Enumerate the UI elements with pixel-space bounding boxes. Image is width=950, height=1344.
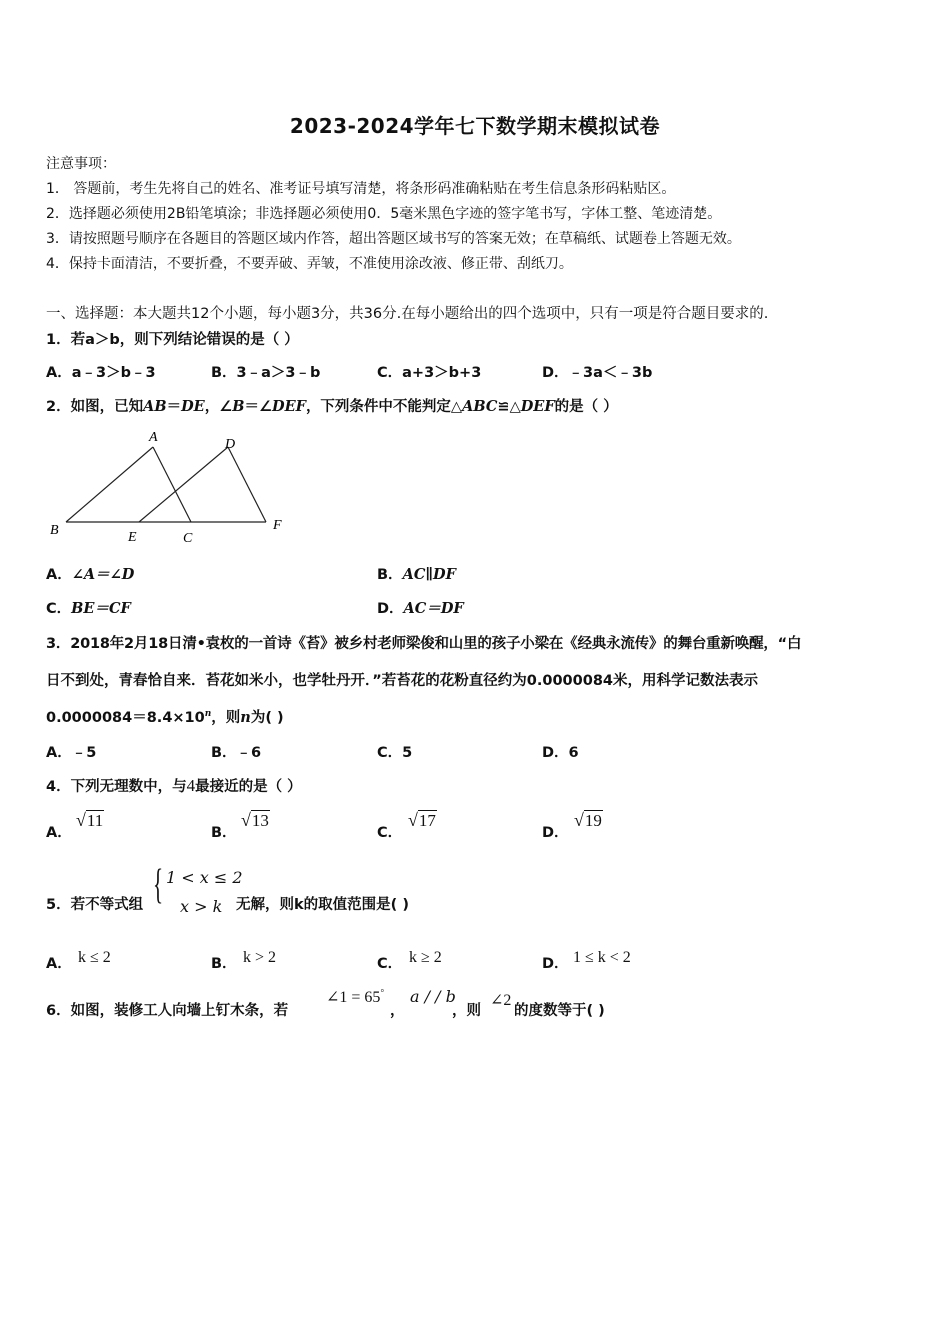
q2-eq1: ＝ <box>166 399 182 415</box>
q2-angle-b: B <box>232 398 245 415</box>
q2-option-d-label: D． <box>377 601 404 617</box>
q2-option-a-label: A． <box>46 567 72 583</box>
q6-stem-end: 的度数等于( ) <box>514 1003 605 1019</box>
q4-option-c-math <box>408 810 437 831</box>
q3-option-b: B．﹣6 <box>211 745 262 761</box>
q4-stem-pre: 4．下列无理数中，与 <box>46 779 187 795</box>
q2-option-c-text: BE＝CF <box>71 600 131 617</box>
q4-option-a-math <box>76 810 104 831</box>
q5-option-b-value: k > 2 <box>243 949 277 966</box>
q3-line-2: 日不到处，青春恰自来．苔花如米小，也学牡丹开．”若苔花的花粉直径约为0.0000084米，用科学记数法表示 <box>46 673 758 689</box>
page-title: 2023-2024学年七下数学期末模拟试卷 <box>289 114 661 138</box>
q2-c1: ，∠ <box>204 399 233 415</box>
q2-stem <box>46 395 618 416</box>
q3-exponent: n <box>204 709 212 720</box>
label-f: F <box>273 518 282 533</box>
q3-line-3 <box>46 706 284 727</box>
q5-stem-pre: 5．若不等式组 <box>46 897 144 913</box>
q1-option-a: A．a﹣3＞b﹣3 <box>46 365 156 381</box>
q3-option-a: A．﹣5 <box>46 745 97 761</box>
q2-option-d <box>377 597 464 618</box>
label-d: D <box>225 437 236 452</box>
q2-stem-end: 的是（ ） <box>554 399 618 415</box>
q5-option-d-value: 1 ≤ k < 2 <box>573 949 631 966</box>
q6-angle-1-text: ∠1 = 65 <box>326 989 381 1006</box>
notice-item-1: 1． 答题前，考生先将自己的姓名、准考证号填写清楚，将条形码准确粘贴在考生信息条形码粘贴区。 <box>46 181 676 197</box>
q4-option-a-label: A． <box>46 825 72 841</box>
q3-sci-notation: 0.0000084＝8.4×10 <box>46 710 205 726</box>
q5-stem-end: 无解，则k的取值范围是( ) <box>236 897 409 913</box>
q4-option-c-value: 17 <box>418 811 436 830</box>
q2-option-b-text: AC∥DF <box>402 566 456 583</box>
label-a: A <box>149 430 158 445</box>
q2-option-c <box>46 597 131 618</box>
q4-option-d-math <box>574 810 603 831</box>
q5-inequality-1 <box>166 868 243 888</box>
q6-comma: ， <box>390 1003 405 1019</box>
q3-n: n <box>240 709 251 726</box>
q6-angle-1 <box>326 987 384 1007</box>
q5-option-a-label: A． <box>46 956 72 972</box>
q4-option-b-label: B． <box>211 825 237 841</box>
q6-parallel-text: a / / b <box>410 987 456 1006</box>
q2-eq2: ＝∠ <box>244 399 273 415</box>
q6-comma-2: ，则 <box>452 1003 481 1019</box>
left-brace-icon: { <box>153 862 164 908</box>
q2-stem-pre: 2．如图，已知 <box>46 399 144 415</box>
q4-stem-end: 最接近的是（ ） <box>195 779 302 795</box>
q5-inequality-2 <box>180 897 222 917</box>
q5-option-b-label: B． <box>211 956 237 972</box>
q3-end: 为( ) <box>250 710 284 726</box>
q2-option-d-text: AC＝DF <box>403 600 464 617</box>
label-e: E <box>128 530 137 545</box>
notice-item-2: 2．选择题必须使用2B铅笔填涂；非选择题必须使用0．5毫米黑色字迹的签字笔书写，字体工整、笔迹清楚。 <box>46 206 722 222</box>
section-heading: 一、选择题：本大题共12个小题，每小题3分，共36分.在每小题给出的四个选项中，只有一项是符合题目要求的. <box>46 306 769 322</box>
notice-heading: 注意事项： <box>46 156 116 172</box>
q3-mid: ，则 <box>211 710 241 726</box>
q4-option-c-label: C． <box>377 825 403 841</box>
q2-c3: ≌△ <box>497 399 521 415</box>
q6-parallel <box>410 987 456 1007</box>
q4-four: 4 <box>186 776 196 795</box>
q5-option-a-value: k ≤ 2 <box>78 949 111 966</box>
q2-triangle-figure <box>40 425 300 550</box>
sqrt-icon: √ <box>408 810 418 830</box>
sqrt-icon: √ <box>574 810 584 830</box>
notice-item-3: 3．请按照题号顺序在各题目的答题区域内作答，超出答题区域书写的答案无效；在草稿纸、试题卷上答题无效。 <box>46 231 741 247</box>
segment-df <box>228 447 266 522</box>
q4-option-b-value: 13 <box>251 811 269 830</box>
q1-stem: 1．若a＞b，则下列结论错误的是（ ） <box>46 332 299 348</box>
q2-option-b-label: B． <box>377 567 403 583</box>
q2-option-b <box>377 563 456 584</box>
q2-seg-ab: AB <box>143 398 167 415</box>
q4-stem <box>46 775 302 796</box>
q3-option-c: C．5 <box>377 745 413 761</box>
sqrt-icon: √ <box>76 810 86 830</box>
q5-option-c-label: C． <box>377 956 403 972</box>
q4-option-d-label: D． <box>542 825 569 841</box>
q6-degree: ° <box>380 987 385 998</box>
q2-angle-def: DEF <box>272 398 306 415</box>
q4-option-a-value: 11 <box>86 811 104 830</box>
q2-tri-abc: ABC <box>462 398 498 415</box>
q5-ineq2-text: x > k <box>180 897 223 916</box>
q6-stem-pre: 6．如图，装修工人向墙上钉木条，若 <box>46 1003 289 1019</box>
label-b: B <box>50 523 59 538</box>
q1-option-d: D．﹣3a＜﹣3b <box>542 365 653 381</box>
q2-seg-de: DE <box>181 398 205 415</box>
q4-option-b-math <box>241 810 270 831</box>
q3-option-d: D．6 <box>542 745 579 761</box>
q5-option-d-label: D． <box>542 956 569 972</box>
segment-ba <box>66 447 153 522</box>
q1-option-c: C．a+3＞b+3 <box>377 365 482 381</box>
segment-ed <box>139 447 228 522</box>
q5-option-c-value: k ≥ 2 <box>409 949 442 966</box>
notice-item-4: 4．保持卡面清洁，不要折叠，不要弄破、弄皱，不准使用涂改液、修正带、刮纸刀。 <box>46 256 573 272</box>
q1-option-b: B．3﹣a＞3﹣b <box>211 365 321 381</box>
q5-ineq1-text: 1 < x ≤ 2 <box>166 868 243 887</box>
q3-line-1: 3．2018年2月18日清•袁枚的一首诗《苔》被乡村老师梁俊和山里的孩子小梁在《经典永流传》的舞台重新唤醒，“白 <box>46 636 802 652</box>
q2-option-c-label: C． <box>46 601 72 617</box>
q2-tri-def: DEF <box>520 398 555 415</box>
q2-c2: ，下列条件中不能判定△ <box>305 399 463 415</box>
q6-angle-2: ∠2 <box>490 992 512 1009</box>
sqrt-icon: √ <box>241 810 251 830</box>
q2-option-a-text: ∠A＝∠D <box>71 566 135 583</box>
label-c: C <box>183 531 193 546</box>
q4-option-d-value: 19 <box>584 811 602 830</box>
segment-ac <box>153 447 191 522</box>
q2-option-a <box>46 563 134 584</box>
